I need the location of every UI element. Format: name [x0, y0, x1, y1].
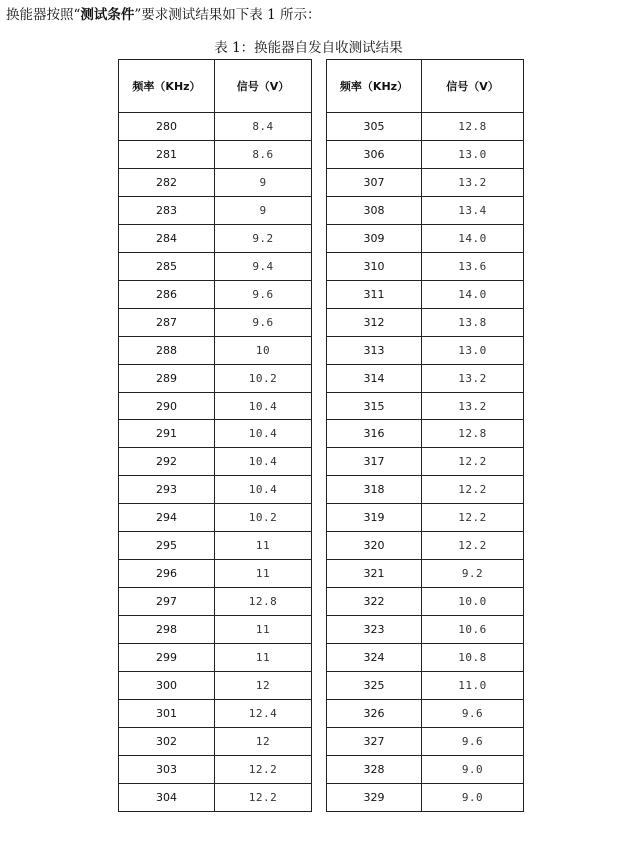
cell-freq-left: 298	[119, 616, 215, 644]
table-row	[119, 420, 524, 448]
cell-freq-right: 327	[327, 727, 422, 755]
cell-signal-left: 9.6	[215, 280, 312, 308]
cell-freq-right: 326	[327, 700, 422, 728]
table-row	[119, 783, 524, 811]
cell-signal-right: 9.6	[422, 727, 524, 755]
cell-signal-right: 12.8	[422, 420, 524, 448]
cell-freq-left: 295	[119, 532, 215, 560]
cell-freq-left: 284	[119, 224, 215, 252]
cell-signal-left: 12.2	[215, 755, 312, 783]
cell-signal-right: 13.8	[422, 308, 524, 336]
cell-freq-right: 314	[327, 364, 422, 392]
column-gap	[312, 672, 327, 700]
cell-freq-right: 312	[327, 308, 422, 336]
table-row	[119, 168, 524, 196]
cell-freq-left: 281	[119, 140, 215, 168]
table-row	[119, 755, 524, 783]
column-gap	[312, 308, 327, 336]
cell-signal-left: 11	[215, 560, 312, 588]
cell-freq-left: 290	[119, 392, 215, 420]
column-gap	[312, 532, 327, 560]
column-gap	[312, 168, 327, 196]
cell-signal-right: 9.0	[422, 755, 524, 783]
cell-signal-right: 13.2	[422, 364, 524, 392]
cell-freq-left: 304	[119, 783, 215, 811]
cell-freq-right: 320	[327, 532, 422, 560]
column-gap	[312, 783, 327, 811]
cell-signal-right: 11.0	[422, 672, 524, 700]
cell-signal-left: 12.8	[215, 588, 312, 616]
cell-freq-right: 319	[327, 504, 422, 532]
column-gap	[312, 727, 327, 755]
table-row	[119, 476, 524, 504]
table-row	[119, 504, 524, 532]
table-row	[119, 560, 524, 588]
cell-freq-left: 296	[119, 560, 215, 588]
cell-freq-left: 285	[119, 252, 215, 280]
column-gap	[312, 448, 327, 476]
cell-freq-right: 323	[327, 616, 422, 644]
table-row	[119, 336, 524, 364]
header-signal-right: 信号（V）	[422, 60, 524, 113]
cell-signal-left: 10.4	[215, 392, 312, 420]
intro-bold-term: 测试条件	[80, 7, 135, 23]
column-gap	[312, 420, 327, 448]
cell-signal-right: 9.6	[422, 700, 524, 728]
table-row	[119, 224, 524, 252]
cell-signal-left: 9.4	[215, 252, 312, 280]
cell-signal-right: 12.2	[422, 476, 524, 504]
column-gap	[312, 224, 327, 252]
cell-freq-right: 321	[327, 560, 422, 588]
cell-freq-right: 307	[327, 168, 422, 196]
cell-signal-right: 12.2	[422, 532, 524, 560]
column-gap	[312, 140, 327, 168]
cell-freq-left: 292	[119, 448, 215, 476]
column-gap	[312, 476, 327, 504]
cell-signal-left: 9.6	[215, 308, 312, 336]
cell-freq-right: 325	[327, 672, 422, 700]
cell-signal-right: 10.8	[422, 644, 524, 672]
cell-signal-left: 12	[215, 672, 312, 700]
cell-signal-left: 8.6	[215, 140, 312, 168]
column-gap	[312, 392, 327, 420]
column-gap	[312, 755, 327, 783]
cell-freq-left: 294	[119, 504, 215, 532]
cell-freq-right: 322	[327, 588, 422, 616]
table-body	[119, 113, 524, 812]
cell-signal-left: 8.4	[215, 113, 312, 141]
cell-freq-left: 303	[119, 755, 215, 783]
table-row	[119, 140, 524, 168]
cell-signal-right: 9.2	[422, 560, 524, 588]
table-row	[119, 196, 524, 224]
cell-freq-right: 306	[327, 140, 422, 168]
cell-freq-right: 315	[327, 392, 422, 420]
cell-signal-left: 12.4	[215, 700, 312, 728]
cell-freq-right: 329	[327, 783, 422, 811]
cell-signal-left: 12	[215, 727, 312, 755]
cell-signal-left: 9.2	[215, 224, 312, 252]
cell-freq-right: 308	[327, 196, 422, 224]
cell-signal-left: 10	[215, 336, 312, 364]
intro-prefix: 换能器按照“	[6, 7, 81, 23]
column-gap	[312, 364, 327, 392]
table-row	[119, 308, 524, 336]
cell-signal-right: 13.2	[422, 392, 524, 420]
header-freq-left: 频率（KHz）	[119, 60, 215, 113]
cell-signal-right: 10.6	[422, 616, 524, 644]
table-row	[119, 672, 524, 700]
column-gap	[312, 280, 327, 308]
cell-signal-right: 9.0	[422, 783, 524, 811]
cell-freq-left: 302	[119, 727, 215, 755]
cell-signal-right: 13.0	[422, 336, 524, 364]
cell-signal-left: 10.4	[215, 476, 312, 504]
cell-signal-right: 13.4	[422, 196, 524, 224]
cell-signal-right: 13.0	[422, 140, 524, 168]
cell-signal-right: 12.2	[422, 448, 524, 476]
cell-freq-left: 289	[119, 364, 215, 392]
table-row	[119, 700, 524, 728]
cell-signal-left: 9	[215, 196, 312, 224]
intro-paragraph	[6, 3, 320, 23]
table-header-row	[119, 60, 524, 113]
column-gap	[312, 644, 327, 672]
table-row	[119, 588, 524, 616]
column-gap	[312, 588, 327, 616]
cell-freq-left: 288	[119, 336, 215, 364]
cell-freq-right: 305	[327, 113, 422, 141]
intro-suffix: ”要求测试结果如下表 1 所示：	[134, 7, 321, 23]
column-gap	[312, 252, 327, 280]
cell-signal-right: 14.0	[422, 280, 524, 308]
column-gap	[312, 504, 327, 532]
cell-signal-left: 9	[215, 168, 312, 196]
cell-freq-left: 293	[119, 476, 215, 504]
cell-freq-right: 309	[327, 224, 422, 252]
cell-signal-left: 12.2	[215, 783, 312, 811]
cell-freq-right: 328	[327, 755, 422, 783]
cell-signal-left: 10.2	[215, 364, 312, 392]
cell-freq-right: 317	[327, 448, 422, 476]
column-gap	[312, 336, 327, 364]
table-row	[119, 252, 524, 280]
cell-signal-right: 13.2	[422, 168, 524, 196]
table-row	[119, 392, 524, 420]
cell-signal-right: 12.8	[422, 113, 524, 141]
cell-signal-left: 10.2	[215, 504, 312, 532]
column-gap	[312, 113, 327, 141]
cell-freq-left: 287	[119, 308, 215, 336]
table-row	[119, 364, 524, 392]
cell-freq-left: 301	[119, 700, 215, 728]
cell-freq-left: 280	[119, 113, 215, 141]
cell-freq-right: 310	[327, 252, 422, 280]
cell-freq-right: 316	[327, 420, 422, 448]
column-gap	[312, 700, 327, 728]
cell-freq-right: 311	[327, 280, 422, 308]
cell-freq-left: 297	[119, 588, 215, 616]
cell-signal-right: 13.6	[422, 252, 524, 280]
cell-freq-left: 291	[119, 420, 215, 448]
table-row	[119, 448, 524, 476]
cell-freq-left: 283	[119, 196, 215, 224]
cell-signal-right: 12.2	[422, 504, 524, 532]
cell-freq-left: 282	[119, 168, 215, 196]
header-freq-right: 频率（KHz）	[327, 60, 422, 113]
cell-freq-right: 318	[327, 476, 422, 504]
column-gap	[312, 196, 327, 224]
cell-freq-left: 286	[119, 280, 215, 308]
results-table	[118, 59, 524, 812]
table-caption: 表 1：换能器自发自收测试结果	[214, 40, 403, 56]
cell-signal-left: 11	[215, 644, 312, 672]
cell-freq-right: 313	[327, 336, 422, 364]
header-signal-left: 信号（V）	[215, 60, 312, 113]
table-row	[119, 616, 524, 644]
cell-freq-right: 324	[327, 644, 422, 672]
table-row	[119, 532, 524, 560]
table-row	[119, 113, 524, 141]
cell-signal-left: 10.4	[215, 448, 312, 476]
cell-freq-left: 299	[119, 644, 215, 672]
cell-signal-right: 14.0	[422, 224, 524, 252]
column-gap	[312, 60, 327, 113]
table-row	[119, 644, 524, 672]
cell-signal-left: 11	[215, 532, 312, 560]
table-row	[119, 727, 524, 755]
column-gap	[312, 560, 327, 588]
cell-signal-left: 10.4	[215, 420, 312, 448]
column-gap	[312, 616, 327, 644]
cell-freq-left: 300	[119, 672, 215, 700]
cell-signal-right: 10.0	[422, 588, 524, 616]
cell-signal-left: 11	[215, 616, 312, 644]
table-row	[119, 280, 524, 308]
